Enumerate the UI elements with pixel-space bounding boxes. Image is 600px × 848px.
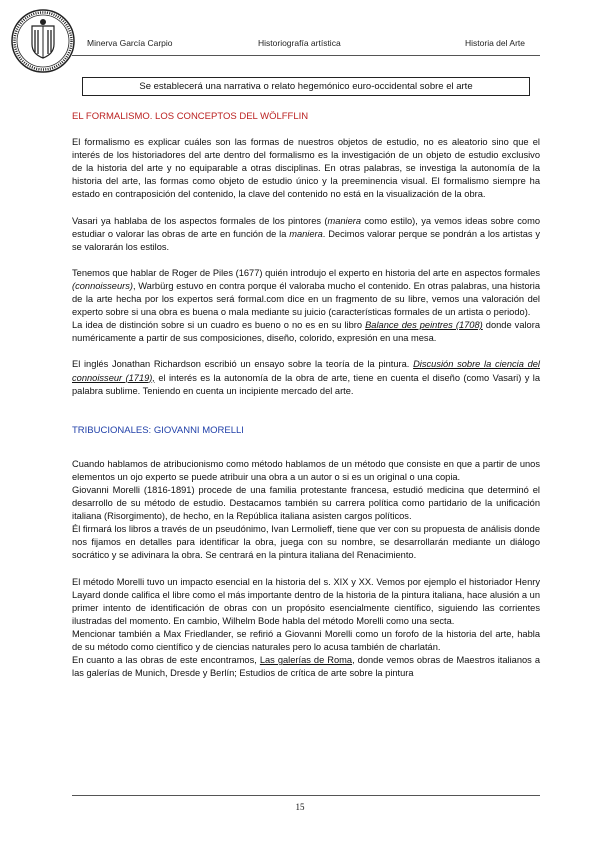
- paragraph: En cuanto a las obras de este encontramos, Las galerías de Roma, donde vemos obras de Maestros italianos a las galerías de Munich, Dresde y Berlín; Estudios de crítica de arte sobre la pintura: [72, 655, 540, 679]
- paragraph: Vasari ya hablaba de los aspectos formales de los pintores (maniera como estilo), ya vemos ideas sobre como estudiar o valorar las obras de arte en función de la maniera. Decimos valorar perque se pondrán a los artistas y se valorarán los estilos.: [72, 215, 540, 252]
- header-course: Historiografía artística: [258, 38, 341, 48]
- paragraph: La idea de distinción sobre si un cuadro es bueno o no es en su libro Balance des peintres (1708) donde valora numéricamente a partir de sus composiciones, diseño, colorido, expresión en una mesa.: [72, 320, 540, 344]
- paragraph: El método Morelli tuvo un impacto esencial en la historia del s. XIX y XX. Vemos por ejemplo el historiador Henry Layard donde califica el libre como el más importante dentro de la historia de la pintura italiana, hace alusión a un primer intento de identificación de obras con un propósito esencialmente científico, siguiendo las corrientes ilustradas del momento. En cambio, Wilhelm Bode habla del método Morelli como una secta.: [72, 576, 540, 626]
- paragraph: El formalismo es explicar cuáles son las formas de nuestros objetos de estudio, no es aleatorio sino que el interés de los historiadores del arte dentro del formalismo es la investigación de un objeto de estudio exclusivo de la historia del arte y no equiparable a otras disciplinas. En otras palabras, se investiga la autonomía de la historia del arte, las formas como objeto de estudio único y la preeminencia visual. El formalismo siempre ha estado en contraposición del contenido, la clave del contenido no está en la visualización de la obra.: [72, 137, 540, 200]
- header-subject: Historia del Arte: [465, 38, 525, 48]
- paragraph: Mencionar también a Max Friedlander, se refirió a Giovanni Morelli como un forofo de la historia del arte, habla de su método como científico y de ciencias naturales pero lo acusa también de charlatán.: [72, 628, 540, 652]
- page-body: [72, 110, 540, 680]
- boxed-note: Se establecerá una narrativa o relato hegemónico euro-occidental sobre el arte: [82, 77, 530, 96]
- header-divider: [72, 55, 540, 56]
- page-number: 15: [295, 802, 305, 812]
- paragraph: El inglés Jonathan Richardson escribió un ensayo sobre la teoría de la pintura. Discusión sobre la ciencia del connoisseur (1719), el interés es la autonomía de la obra de arte, tiene en cuenta el diseño (como Vasari) y la palabra sublime. Teniendo en cuenta un incipiente mercado del arte.: [72, 359, 540, 396]
- section-heading-morelli: TRIBUCIONALES: GIOVANNI MORELLI: [72, 424, 244, 436]
- paragraph: Giovanni Morelli (1816-1891) procede de una familia protestante francesa, estudió medicina que determinó el desarrollo de su método de estudio. Destacamos también su carrera política como partidario de la unificación italiana (Risorgimento), de hecho, en la República italiana asisten cargos políticos.: [72, 484, 540, 522]
- paragraph: Él firmará los libros a través de un pseudónimo, Ivan Lermolieff, tiene que ver con su propuesta de análisis donde nos fijamos en detalles para identificar la obra, juega con su nombre, se desarrollarán mediante un diálogo socrático y se adivinara la obra. Se centrará en la pintura italiana del Renacimiento.: [72, 524, 540, 561]
- footer-divider: [72, 795, 540, 796]
- university-seal-logo: [10, 8, 76, 74]
- paragraph: Cuando hablamos de atribucionismo como método hablamos de un método que consiste en que a partir de unos elementos un ojo experto se puede atribuir una obra a un autor o si es un original o una copia.: [72, 458, 540, 482]
- header-author: Minerva García Carpio: [87, 38, 173, 48]
- paragraph: Tenemos que hablar de Roger de Piles (1677) quién introdujo el experto en historia del arte en aspectos formales (connoisseurs), Warbürg estuvo en contra porque él valoraba mucho el contenido. En otras palabras, una historia de la arte hecha por los expertos será formal.com dice en un fragmento de su libre, vemos una valoración del experto sobre si una obra es buena o mala mediante su juicio (características formales de un artista o periodo).: [72, 267, 540, 318]
- section-heading-formalismo: EL FORMALISMO. LOS CONCEPTOS DEL WÖLFFLIN: [72, 111, 309, 122]
